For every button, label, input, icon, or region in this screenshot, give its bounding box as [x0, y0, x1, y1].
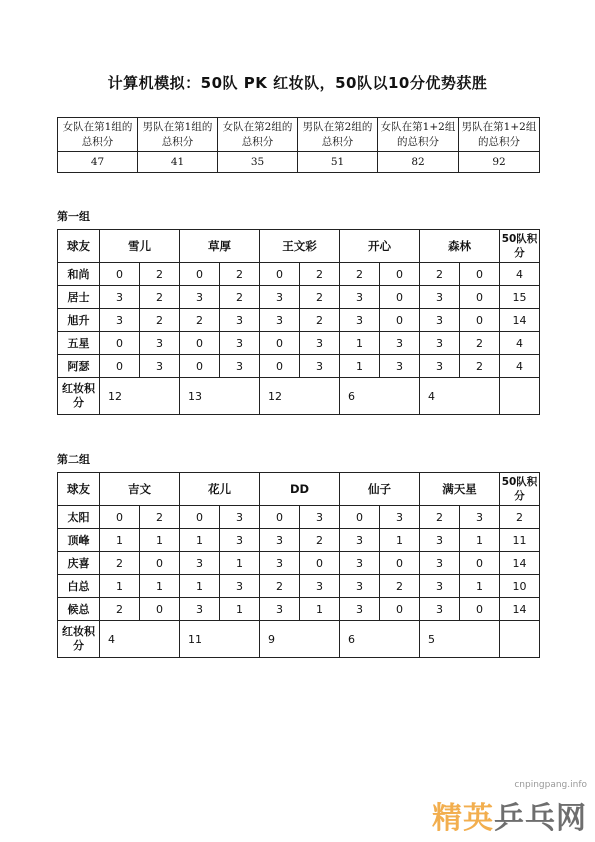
opponent-header: 雪儿 [100, 230, 180, 263]
score-cell: 0 [180, 355, 220, 378]
score-cell: 3 [340, 552, 380, 575]
table-row [58, 575, 540, 598]
score-cell: 2 [420, 506, 460, 529]
score-cell: 3 [220, 309, 260, 332]
summary-header-cell: 男队在第1+2组的总积分 [459, 118, 540, 152]
empty-cell [500, 378, 540, 415]
score-cell: 0 [180, 263, 220, 286]
group2-label: 第二组 [57, 453, 90, 466]
score-cell: 2 [220, 286, 260, 309]
player-name: 居士 [58, 286, 100, 309]
score-cell: 1 [380, 529, 420, 552]
summary-value-row [58, 152, 540, 173]
score-cell: 1 [140, 529, 180, 552]
score-cell: 0 [260, 355, 300, 378]
summary-value-cell: 35 [218, 152, 298, 173]
opponent-header: DD [260, 473, 340, 506]
score-cell: 3 [260, 529, 300, 552]
score-cell: 3 [300, 332, 340, 355]
score-cell: 2 [300, 309, 340, 332]
summary-value-cell: 82 [378, 152, 459, 173]
page-title: 计算机模拟：50队 PK 红妆队，50队以10分优势获胜 [107, 74, 488, 92]
score-cell: 3 [140, 355, 180, 378]
score-cell: 3 [220, 332, 260, 355]
row-total: 14 [500, 598, 540, 621]
score-cell: 3 [180, 286, 220, 309]
score-cell: 3 [420, 529, 460, 552]
score-cell: 0 [380, 309, 420, 332]
opponent-total: 4 [420, 378, 500, 415]
score-cell: 3 [220, 506, 260, 529]
score-cell: 1 [100, 575, 140, 598]
summary-header-cell: 男队在第2组的总积分 [298, 118, 378, 152]
row-total: 4 [500, 355, 540, 378]
score-cell: 3 [460, 506, 500, 529]
score-cell: 3 [260, 286, 300, 309]
score-cell: 3 [220, 355, 260, 378]
opponent-total: 12 [260, 378, 340, 415]
score-cell: 2 [300, 286, 340, 309]
score-cell: 3 [300, 355, 340, 378]
opponent-header: 草厚 [180, 230, 260, 263]
score-cell: 2 [100, 598, 140, 621]
score-cell: 0 [340, 506, 380, 529]
score-cell: 3 [420, 332, 460, 355]
score-cell: 3 [180, 598, 220, 621]
opponent-total: 13 [180, 378, 260, 415]
score-cell: 3 [420, 286, 460, 309]
row-total: 14 [500, 309, 540, 332]
table-header-row [58, 230, 540, 263]
table-row [58, 552, 540, 575]
table-row [58, 355, 540, 378]
opponent-total: 5 [420, 621, 500, 658]
score-cell: 3 [260, 309, 300, 332]
score-cell: 0 [260, 263, 300, 286]
score-cell: 2 [100, 552, 140, 575]
summary-header-cell: 男队在第1组的总积分 [138, 118, 218, 152]
score-cell: 2 [460, 355, 500, 378]
score-cell: 0 [380, 286, 420, 309]
opponent-header: 王文彩 [260, 230, 340, 263]
score-cell: 0 [380, 552, 420, 575]
score-cell: 3 [260, 598, 300, 621]
table-header-row [58, 473, 540, 506]
summary-header-cell: 女队在第2组的总积分 [218, 118, 298, 152]
score-cell: 1 [220, 552, 260, 575]
score-cell: 3 [220, 575, 260, 598]
opponent-total: 6 [340, 378, 420, 415]
summary-value-cell: 92 [459, 152, 540, 173]
totals-label: 红妆积分 [58, 378, 100, 415]
group1-table [57, 229, 540, 415]
score-cell: 2 [420, 263, 460, 286]
watermark-url: cnpingpang.info [514, 780, 587, 790]
summary-value-cell: 41 [138, 152, 218, 173]
score-cell: 0 [460, 552, 500, 575]
summary-value-cell: 51 [298, 152, 378, 173]
score-cell: 1 [300, 598, 340, 621]
opponent-header: 仙子 [340, 473, 420, 506]
score-cell: 0 [460, 286, 500, 309]
score-cell: 3 [340, 575, 380, 598]
score-cell: 3 [340, 286, 380, 309]
score-header: 50队积分 [500, 473, 540, 506]
row-total: 15 [500, 286, 540, 309]
score-cell: 3 [380, 506, 420, 529]
score-cell: 1 [340, 332, 380, 355]
score-cell: 2 [340, 263, 380, 286]
score-cell: 2 [220, 263, 260, 286]
totals-label: 红妆积分 [58, 621, 100, 658]
score-cell: 0 [260, 332, 300, 355]
score-cell: 3 [340, 598, 380, 621]
corner-header: 球友 [58, 230, 100, 263]
score-cell: 3 [420, 355, 460, 378]
score-cell: 3 [100, 309, 140, 332]
row-total: 2 [500, 506, 540, 529]
player-name: 五星 [58, 332, 100, 355]
watermark-logo [432, 793, 587, 837]
score-cell: 0 [100, 355, 140, 378]
score-cell: 0 [140, 552, 180, 575]
player-name: 太阳 [58, 506, 100, 529]
opponent-header: 吉文 [100, 473, 180, 506]
score-cell: 1 [140, 575, 180, 598]
score-cell: 3 [260, 552, 300, 575]
opponent-header: 满天星 [420, 473, 500, 506]
score-cell: 0 [100, 263, 140, 286]
score-cell: 3 [380, 355, 420, 378]
score-cell: 3 [180, 552, 220, 575]
score-cell: 2 [140, 286, 180, 309]
score-cell: 3 [380, 332, 420, 355]
corner-header: 球友 [58, 473, 100, 506]
group1-label: 第一组 [57, 210, 90, 223]
row-total: 4 [500, 332, 540, 355]
score-cell: 3 [140, 332, 180, 355]
opponent-total: 9 [260, 621, 340, 658]
score-cell: 0 [180, 506, 220, 529]
score-cell: 2 [380, 575, 420, 598]
score-cell: 0 [100, 332, 140, 355]
score-cell: 3 [420, 309, 460, 332]
table-row [58, 286, 540, 309]
score-cell: 0 [380, 263, 420, 286]
watermark-brand-a: 精英 [432, 801, 494, 836]
player-name: 白总 [58, 575, 100, 598]
player-name: 顶峰 [58, 529, 100, 552]
score-cell: 3 [420, 575, 460, 598]
table-row [58, 598, 540, 621]
player-name: 庆喜 [58, 552, 100, 575]
score-cell: 3 [300, 506, 340, 529]
table-row [58, 309, 540, 332]
score-cell: 1 [460, 575, 500, 598]
summary-header-row [58, 118, 540, 152]
summary-table [57, 117, 540, 173]
opponent-total: 12 [100, 378, 180, 415]
score-cell: 0 [140, 598, 180, 621]
table-row [58, 332, 540, 355]
summary-header-cell: 女队在第1组的总积分 [58, 118, 138, 152]
score-cell: 0 [260, 506, 300, 529]
score-cell: 3 [300, 575, 340, 598]
opponent-total: 4 [100, 621, 180, 658]
player-name: 候总 [58, 598, 100, 621]
score-cell: 0 [460, 598, 500, 621]
score-cell: 1 [220, 598, 260, 621]
score-cell: 3 [420, 598, 460, 621]
opponent-total: 6 [340, 621, 420, 658]
score-cell: 2 [300, 529, 340, 552]
group2-table [57, 472, 540, 658]
table-row [58, 263, 540, 286]
opponent-header: 森林 [420, 230, 500, 263]
row-total: 14 [500, 552, 540, 575]
score-cell: 0 [460, 263, 500, 286]
score-cell: 1 [340, 355, 380, 378]
score-cell: 1 [180, 575, 220, 598]
opponent-header: 开心 [340, 230, 420, 263]
score-cell: 3 [100, 286, 140, 309]
score-cell: 2 [140, 506, 180, 529]
score-cell: 2 [140, 309, 180, 332]
score-cell: 2 [300, 263, 340, 286]
score-cell: 0 [460, 309, 500, 332]
opponent-total: 11 [180, 621, 260, 658]
score-cell: 3 [220, 529, 260, 552]
summary-value-cell: 47 [58, 152, 138, 173]
score-cell: 2 [140, 263, 180, 286]
score-cell: 2 [260, 575, 300, 598]
score-cell: 3 [340, 529, 380, 552]
score-cell: 1 [180, 529, 220, 552]
player-name: 和尚 [58, 263, 100, 286]
totals-row [58, 621, 540, 658]
row-total: 11 [500, 529, 540, 552]
score-cell: 0 [100, 506, 140, 529]
score-cell: 2 [460, 332, 500, 355]
score-cell: 3 [340, 309, 380, 332]
score-cell: 2 [180, 309, 220, 332]
table-row [58, 506, 540, 529]
totals-row [58, 378, 540, 415]
player-name: 旭升 [58, 309, 100, 332]
watermark-brand-b: 乒乓网 [494, 801, 587, 836]
summary-header-cell: 女队在第1+2组的总积分 [378, 118, 459, 152]
score-cell: 1 [100, 529, 140, 552]
opponent-header: 花儿 [180, 473, 260, 506]
row-total: 4 [500, 263, 540, 286]
score-cell: 3 [420, 552, 460, 575]
player-name: 阿瑟 [58, 355, 100, 378]
row-total: 10 [500, 575, 540, 598]
score-cell: 1 [460, 529, 500, 552]
score-cell: 0 [180, 332, 220, 355]
empty-cell [500, 621, 540, 658]
score-cell: 0 [300, 552, 340, 575]
table-row [58, 529, 540, 552]
score-cell: 0 [380, 598, 420, 621]
score-header: 50队积分 [500, 230, 540, 263]
